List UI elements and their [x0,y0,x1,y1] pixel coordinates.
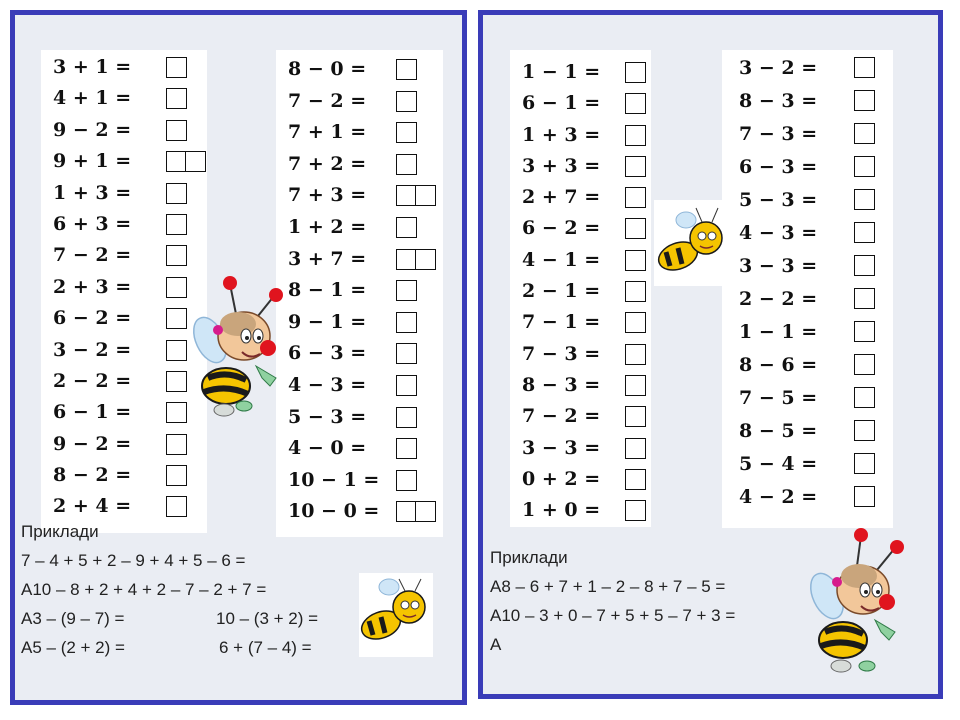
exercise-expression: 7 + 1 = [288,121,367,144]
answer-boxes [854,288,873,309]
exercise-row [739,382,893,415]
exercise-expression: 7 − 1 = [522,311,601,334]
exercise-row [288,149,443,181]
answer-box[interactable] [396,343,417,364]
left-example-line-3a: А3 – (9 – 7) = [21,609,125,628]
exercise-row [522,370,651,401]
exercise-expression: 3 + 7 = [288,247,367,270]
answer-box[interactable] [396,122,417,143]
exercise-row [522,307,651,338]
exercise-expression: 4 − 1 = [522,248,601,271]
answer-boxes [166,340,185,361]
answer-box[interactable] [396,217,417,238]
exercise-row [288,275,443,307]
answer-box[interactable] [854,222,875,243]
exercise-row [522,88,651,119]
exercise-row [522,433,651,464]
answer-boxes [166,496,185,517]
answer-box[interactable] [625,125,646,146]
answer-box[interactable] [625,187,646,208]
exercise-expression: 0 + 2 = [522,467,601,490]
answer-box[interactable] [854,321,875,342]
exercise-expression: 3 − 2 = [53,338,132,361]
answer-boxes [854,123,873,144]
answer-box[interactable] [166,57,187,78]
answer-box[interactable] [625,375,646,396]
exercise-expression: 9 + 1 = [53,150,132,173]
exercise-row [53,303,207,334]
answer-box[interactable] [854,255,875,276]
answer-box[interactable] [396,91,417,112]
exercise-row [739,415,893,448]
exercise-row [53,146,207,177]
left-example-line-3 [21,604,318,633]
answer-box[interactable] [166,340,187,361]
exercise-expression: 7 − 5 = [739,387,818,409]
exercise-expression: 7 − 3 = [522,342,601,365]
exercise-row [739,118,893,151]
exercise-expression: 5 − 3 = [288,405,367,428]
answer-boxes [396,154,415,175]
exercise-row [739,217,893,250]
exercise-expression: 9 − 2 = [53,432,132,455]
exercise-row [53,335,207,366]
answer-boxes [396,185,435,206]
exercise-expression: 10 − 1 = [288,468,380,491]
small-flying-bee-right-icon [654,200,728,286]
answer-boxes [625,93,644,114]
exercise-row [53,178,207,209]
exercise-expression: 8 − 2 = [53,464,132,487]
exercise-row [522,151,651,182]
exercise-expression: 9 − 2 = [53,118,132,141]
answer-box[interactable] [185,151,206,172]
answer-box[interactable] [396,249,417,270]
exercise-expression: 2 + 7 = [522,186,601,209]
exercise-row [288,433,443,465]
exercise-expression: 3 − 2 = [739,57,818,79]
answer-box[interactable] [415,501,436,522]
exercise-expression: 5 − 3 = [739,189,818,211]
answer-boxes [625,438,644,459]
answer-box[interactable] [625,438,646,459]
exercise-expression: 1 + 3 = [53,181,132,204]
left-example-line-2: А10 – 8 + 2 + 4 + 2 – 7 – 2 + 7 = [21,580,267,599]
answer-box[interactable] [625,250,646,271]
answer-box[interactable] [625,62,646,83]
answer-boxes [625,156,644,177]
answer-boxes [396,91,415,112]
exercise-row [522,339,651,370]
left-example-line-3b: 10 – (3 + 2) = [216,609,319,628]
answer-boxes [396,312,415,333]
answer-box[interactable] [166,465,187,486]
exercise-expression: 8 − 6 = [739,354,818,376]
exercise-row [522,57,651,88]
exercise-row [288,402,443,434]
answer-boxes [396,407,415,428]
answer-boxes [166,120,185,141]
exercise-row [522,495,651,526]
exercise-expression: 6 − 2 = [522,217,601,240]
exercise-row [288,86,443,118]
answer-boxes [854,420,873,441]
answer-boxes [166,465,185,486]
exercise-row [522,120,651,151]
exercise-expression: 7 − 2 = [53,244,132,267]
answer-box[interactable] [396,154,417,175]
exercise-expression: 6 + 3 = [53,212,132,235]
exercise-row [522,182,651,213]
answer-box[interactable] [166,151,187,172]
answer-boxes [166,371,185,392]
exercise-row [53,366,207,397]
answer-boxes [396,375,415,396]
answer-boxes [625,218,644,239]
exercise-expression: 1 + 3 = [522,123,601,146]
answer-boxes [854,321,873,342]
answer-boxes [625,125,644,146]
exercise-row [288,212,443,244]
answer-boxes [854,453,873,474]
exercise-expression: 2 + 4 = [53,495,132,518]
answer-boxes [166,277,185,298]
cartoon-bee-right-icon [805,526,905,678]
exercise-expression: 1 − 1 = [522,61,601,83]
answer-box[interactable] [396,407,417,428]
answer-box[interactable] [166,371,187,392]
exercise-expression: 4 − 3 = [288,373,367,396]
answer-box[interactable] [166,245,187,266]
answer-box[interactable] [625,469,646,490]
answer-boxes [854,57,873,78]
answer-boxes [854,189,873,210]
right-examples-title: Приклади [490,548,568,567]
answer-boxes [625,312,644,333]
exercise-expression: 6 − 3 = [288,342,367,365]
exercise-expression: 7 − 2 = [288,89,367,112]
exercise-row [739,85,893,118]
answer-box[interactable] [854,420,875,441]
answer-box[interactable] [854,57,875,78]
answer-box[interactable] [854,453,875,474]
left-exercise-column-1 [41,50,207,533]
small-flying-bee-left-icon [359,573,433,657]
exercise-row [739,448,893,481]
exercise-expression: 1 − 1 = [739,321,818,343]
answer-boxes [854,354,873,375]
exercise-row [288,117,443,149]
cartoon-bee-left-icon [186,274,286,424]
answer-box[interactable] [625,156,646,177]
exercise-expression: 8 − 3 = [739,90,818,112]
exercise-row [288,54,443,86]
answer-boxes [166,151,205,172]
answer-boxes [396,280,415,301]
answer-box[interactable] [166,183,187,204]
exercise-expression: 6 − 3 = [739,156,818,178]
answer-boxes [625,344,644,365]
answer-box[interactable] [396,375,417,396]
exercise-expression: 9 − 1 = [288,310,367,333]
exercise-row [522,213,651,244]
answer-box[interactable] [854,387,875,408]
exercise-expression: 3 − 3 = [739,255,818,277]
exercise-expression: 1 + 0 = [522,499,601,522]
exercise-row [53,460,207,491]
answer-box[interactable] [396,501,417,522]
right-exercise-column-1 [510,50,651,527]
answer-box[interactable] [854,123,875,144]
exercise-row [739,349,893,382]
exercise-expression: 6 − 1 = [522,92,601,115]
exercise-expression: 3 − 3 = [522,436,601,459]
answer-boxes [396,249,435,270]
right-exercise-column-2 [722,50,893,528]
answer-boxes [166,308,185,329]
exercise-row [522,464,651,495]
answer-boxes [166,88,185,109]
exercise-row [739,481,893,514]
exercise-row [53,397,207,428]
exercise-row [53,272,207,303]
exercise-row [739,316,893,349]
answer-box[interactable] [396,438,417,459]
right-example-line-3: А [490,635,502,654]
answer-boxes [166,57,185,78]
exercise-expression: 4 − 0 = [288,437,367,460]
answer-boxes [166,245,185,266]
answer-box[interactable] [166,496,187,517]
exercise-expression: 2 + 3 = [53,275,132,298]
answer-box[interactable] [625,281,646,302]
exercise-row [288,307,443,339]
answer-boxes [625,281,644,302]
answer-box[interactable] [396,470,417,491]
answer-box[interactable] [166,402,187,423]
answer-box[interactable] [854,90,875,111]
exercise-expression: 6 − 1 = [53,401,132,424]
exercise-row [288,370,443,402]
left-example-line-1: 7 – 4 + 5 + 2 – 9 + 4 + 5 – 6 = [21,551,246,570]
answer-boxes [854,255,873,276]
exercise-expression: 2 − 2 = [53,369,132,392]
exercise-expression: 6 − 2 = [53,307,132,330]
exercise-expression: 2 − 2 = [739,288,818,310]
exercise-row [53,115,207,146]
exercise-expression: 10 − 0 = [288,500,380,523]
exercise-row [53,209,207,240]
exercise-row [53,83,207,114]
answer-boxes [166,214,185,235]
left-example-line-4 [21,633,318,662]
exercise-expression: 5 − 4 = [739,453,818,475]
answer-boxes [854,90,873,111]
answer-box[interactable] [854,189,875,210]
right-examples-block [490,543,735,659]
exercise-row [53,429,207,460]
answer-box[interactable] [854,486,875,507]
answer-box[interactable] [166,88,187,109]
answer-boxes [166,434,185,455]
answer-boxes [625,469,644,490]
exercise-expression: 8 − 1 = [288,279,367,302]
exercise-row [522,276,651,307]
exercise-row [288,338,443,370]
left-examples-title: Приклади [21,522,99,541]
answer-box[interactable] [166,214,187,235]
answer-box[interactable] [854,288,875,309]
exercise-expression: 7 + 2 = [288,152,367,175]
exercise-expression: 7 − 3 = [739,123,818,145]
answer-boxes [854,486,873,507]
answer-box[interactable] [625,500,646,521]
exercise-row [288,465,443,497]
exercise-expression: 1 + 2 = [288,215,367,238]
answer-boxes [396,501,435,522]
answer-box[interactable] [166,308,187,329]
answer-box[interactable] [625,218,646,239]
left-exercise-column-2 [276,50,443,537]
answer-box[interactable] [396,185,417,206]
answer-box[interactable] [396,280,417,301]
exercise-expression: 2 − 1 = [522,280,601,303]
left-example-line-4b: 6 + (7 – 4) = [219,638,312,657]
exercise-row [739,283,893,316]
exercise-expression: 8 − 5 = [739,420,818,442]
answer-box[interactable] [415,249,436,270]
exercise-expression: 4 + 1 = [53,87,132,110]
answer-boxes [396,438,415,459]
answer-boxes [625,62,644,83]
answer-box[interactable] [415,185,436,206]
exercise-row [739,151,893,184]
answer-boxes [854,387,873,408]
exercise-row [522,401,651,432]
answer-boxes [396,470,415,491]
right-example-line-2: А10 – 3 + 0 – 7 + 5 + 5 – 7 + 3 = [490,606,736,625]
exercise-expression: 8 − 0 = [288,58,367,80]
answer-boxes [625,500,644,521]
exercise-expression: 3 + 1 = [53,56,132,78]
answer-boxes [396,59,415,80]
answer-boxes [625,250,644,271]
exercise-expression: 4 − 2 = [739,486,818,508]
answer-boxes [396,122,415,143]
answer-boxes [396,343,415,364]
answer-box[interactable] [625,312,646,333]
answer-boxes [854,222,873,243]
answer-boxes [625,187,644,208]
left-examples-block [21,517,318,662]
exercise-expression: 4 − 3 = [739,222,818,244]
exercise-row [53,52,207,83]
answer-box[interactable] [396,312,417,333]
answer-box[interactable] [625,93,646,114]
exercise-row [522,245,651,276]
exercise-row [739,250,893,283]
exercise-expression: 7 − 2 = [522,405,601,428]
exercise-row [739,184,893,217]
answer-boxes [625,406,644,427]
exercise-expression: 8 − 3 = [522,373,601,396]
exercise-row [53,240,207,271]
answer-box[interactable] [854,156,875,177]
exercise-row [288,180,443,212]
exercise-expression: 3 + 3 = [522,154,601,177]
exercise-row [288,244,443,276]
answer-box[interactable] [396,59,417,80]
answer-box[interactable] [625,344,646,365]
answer-boxes [854,156,873,177]
answer-boxes [625,375,644,396]
exercise-row [739,52,893,85]
answer-box[interactable] [166,434,187,455]
right-example-line-1: А8 – 6 + 7 + 1 – 2 – 8 + 7 – 5 = [490,577,726,596]
left-example-line-4a: А5 – (2 + 2) = [21,638,125,657]
answer-box[interactable] [854,354,875,375]
answer-box[interactable] [166,277,187,298]
answer-boxes [166,183,185,204]
exercise-expression: 7 + 3 = [288,184,367,207]
answer-box[interactable] [166,120,187,141]
answer-boxes [396,217,415,238]
answer-box[interactable] [625,406,646,427]
answer-boxes [166,402,185,423]
